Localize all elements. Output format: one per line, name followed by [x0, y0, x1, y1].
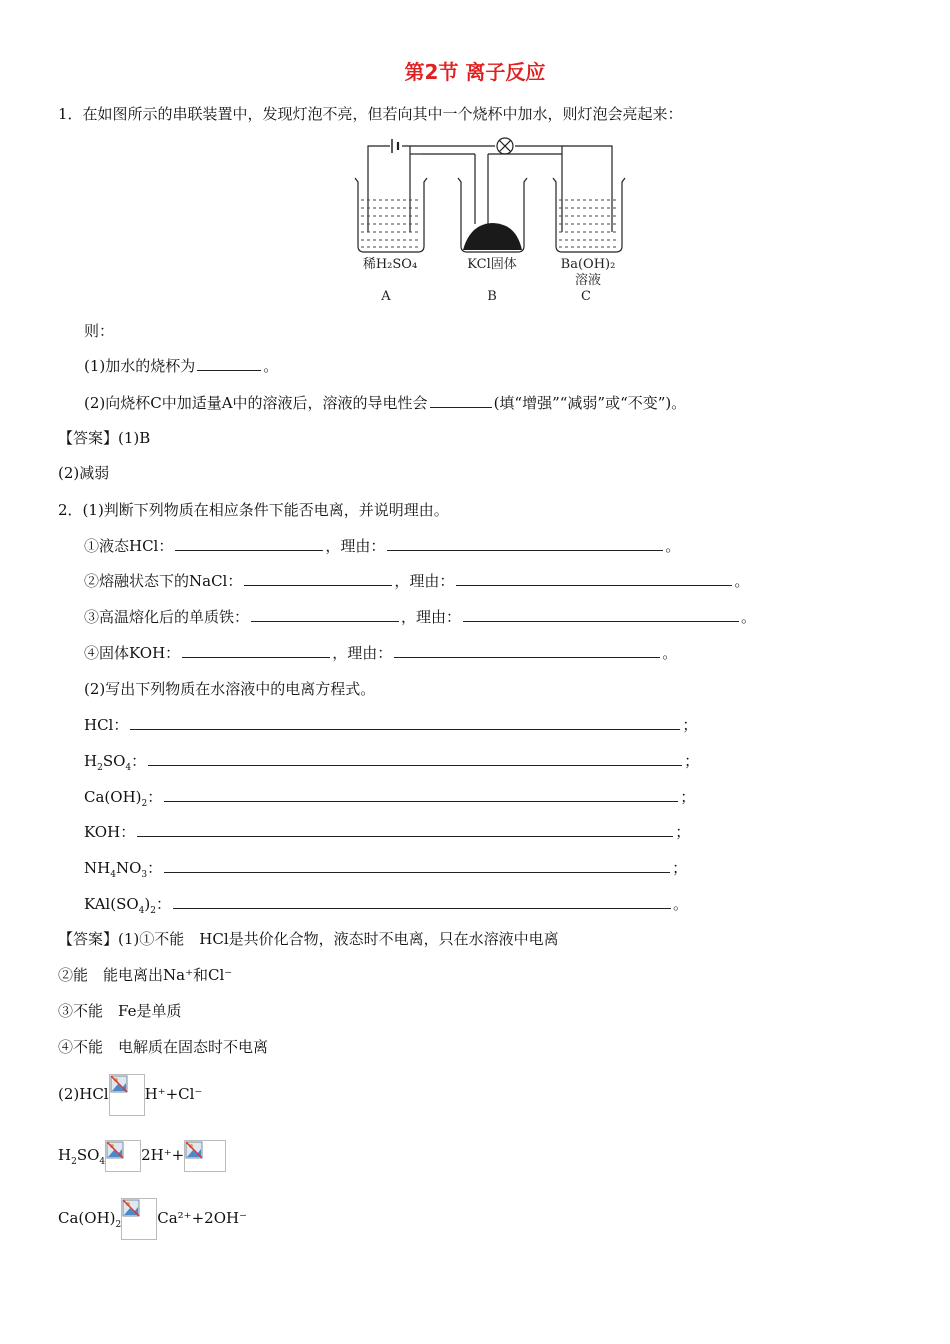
beaker-c-label-1: Ba(OH)₂	[560, 257, 616, 272]
q1-part2-blank[interactable]	[430, 393, 492, 408]
page-title: 第2节 离子反应	[404, 60, 546, 84]
formula: Ca²⁺+2OH⁻	[157, 1209, 248, 1227]
reason-word: ，理由：	[394, 572, 455, 590]
q1-part1-blank[interactable]	[197, 356, 261, 371]
colon: ：	[113, 716, 129, 734]
line-end: ；	[675, 823, 691, 841]
formula: NO	[115, 859, 142, 877]
beaker-b-letter: B	[487, 289, 497, 304]
q2-answer-2: ②能 能电离出Na⁺和Cl⁻	[58, 966, 233, 984]
eq-answer-hcl	[58, 1074, 202, 1116]
subscript: 4	[125, 763, 132, 773]
formula: SO	[76, 1146, 100, 1164]
answer-blank[interactable]	[244, 571, 392, 586]
q1-part2-end: (填“增强”“减弱”或“不变”)。	[493, 394, 687, 412]
broken-image-icon	[184, 1140, 226, 1172]
subscript: 2	[150, 906, 156, 916]
equation-blank[interactable]	[148, 751, 682, 766]
reason-word: ，理由：	[332, 644, 393, 662]
reason-word: ，理由：	[401, 608, 462, 626]
equation-blank[interactable]	[164, 858, 670, 873]
beaker-a-letter: A	[381, 289, 391, 304]
q1-answer1: (1)B	[118, 429, 151, 447]
q1-part1-end: 。	[263, 357, 279, 375]
formula: H	[58, 1146, 72, 1164]
beaker-b-label: KCl固体	[467, 257, 517, 272]
equation-hcl	[84, 715, 697, 735]
answer-blank[interactable]	[182, 643, 330, 658]
formula: SO	[102, 752, 126, 770]
beaker-a-label: 稀H₂SO₄	[362, 257, 418, 272]
colon: ：	[155, 895, 171, 913]
subscript: 4	[138, 906, 145, 916]
q1-then: 则：	[84, 322, 115, 340]
line-end: 。	[665, 537, 681, 555]
q2-answer-4: ④不能 电解质在固态时不电离	[58, 1038, 269, 1056]
subscript: 2	[97, 763, 103, 773]
q1-part1-text: (1)加水的烧杯为	[84, 357, 196, 375]
q1-answer	[58, 428, 150, 448]
q2-item-label: ④固体KOH：	[84, 644, 181, 662]
answer-label: 【答案】	[58, 429, 119, 447]
formula: KOH	[84, 823, 121, 841]
line-end: 。	[741, 608, 757, 626]
q2-item-label: ③高温熔化后的单质铁：	[84, 608, 250, 626]
q2-answer-text: (1)①不能 HCl是共价化合物，液态时不电离，只在水溶液中电离	[118, 930, 559, 948]
equation-blank[interactable]	[173, 894, 671, 909]
q2-item-2	[84, 571, 749, 591]
q2-item-3	[84, 607, 756, 627]
equation-blank[interactable]	[130, 715, 680, 730]
line-end: ；	[684, 752, 700, 770]
formula: 2H⁺+	[141, 1146, 185, 1164]
reason-blank[interactable]	[394, 643, 660, 658]
equation-koh	[84, 822, 690, 842]
q1-part2	[84, 393, 686, 413]
line-end: ；	[672, 859, 688, 877]
eq-answer-h2so4	[58, 1138, 226, 1179]
beaker-c-label-2: 溶液	[574, 273, 602, 288]
beaker-c-letter: C	[581, 289, 591, 304]
subscript: 2	[115, 1220, 122, 1230]
q1-part1	[84, 356, 278, 376]
subscript: 4	[110, 870, 116, 880]
formula: H⁺+Cl⁻	[144, 1085, 203, 1103]
colon: ：	[147, 859, 163, 877]
equation-caoh2	[84, 787, 695, 814]
line-end: 。	[673, 895, 689, 913]
answer-blank[interactable]	[251, 607, 399, 622]
reason-blank[interactable]	[456, 571, 732, 586]
formula: (2)HCl	[58, 1085, 109, 1103]
broken-image-icon	[105, 1140, 141, 1172]
subscript: 3	[141, 870, 148, 880]
circuit-figure	[350, 134, 630, 304]
formula: H	[84, 752, 98, 770]
answer-label: 【答案】	[58, 930, 119, 948]
q2-part2: (2)写出下列物质在水溶液中的电离方程式。	[84, 680, 376, 698]
formula: NH	[84, 859, 111, 877]
q2-stem: 2．(1)判断下列物质在相应条件下能否电离，并说明理由。	[58, 501, 449, 519]
colon: ：	[120, 823, 136, 841]
q2-item-label: ①液态HCl：	[84, 537, 174, 555]
reason-blank[interactable]	[463, 607, 739, 622]
equation-blank[interactable]	[137, 822, 673, 837]
formula: )	[144, 895, 151, 913]
reason-blank[interactable]	[387, 536, 663, 551]
broken-image-icon	[121, 1198, 157, 1240]
equation-kalso42	[84, 894, 688, 921]
q1-stem: 1．在如图所示的串联装置中，发现灯泡不亮，但若向其中一个烧杯中加水，则灯泡会亮起来：	[58, 105, 683, 123]
subscript: 4	[99, 1157, 106, 1167]
formula: Ca(OH)	[84, 788, 142, 806]
q1-answer2: (2)减弱	[58, 464, 110, 482]
q1-part2-text: (2)向烧杯C中加适量A中的溶液后，溶液的导电性会	[84, 394, 428, 412]
subscript: 2	[71, 1157, 77, 1167]
eq-answer-caoh2	[58, 1198, 247, 1242]
line-end: ；	[680, 788, 696, 806]
formula: Ca(OH)	[58, 1209, 116, 1227]
line-end: 。	[734, 572, 750, 590]
formula: KAl(SO	[84, 895, 139, 913]
q2-item-4	[84, 643, 677, 663]
equation-h2so4	[84, 751, 699, 778]
line-end: 。	[662, 644, 678, 662]
q2-answer-1	[58, 929, 559, 949]
q2-answer-3: ③不能 Fe是单质	[58, 1002, 182, 1020]
equation-blank[interactable]	[164, 787, 678, 802]
equation-nh4no3	[84, 858, 687, 885]
line-end: ；	[682, 716, 698, 734]
colon: ：	[131, 752, 147, 770]
broken-image-icon	[109, 1074, 145, 1116]
q2-item-label: ②熔融状态下的NaCl：	[84, 572, 243, 590]
q2-item-1	[84, 536, 680, 556]
formula: HCl	[84, 716, 114, 734]
colon: ：	[147, 788, 163, 806]
answer-blank[interactable]	[175, 536, 323, 551]
reason-word: ，理由：	[325, 537, 386, 555]
subscript: 2	[141, 799, 148, 809]
